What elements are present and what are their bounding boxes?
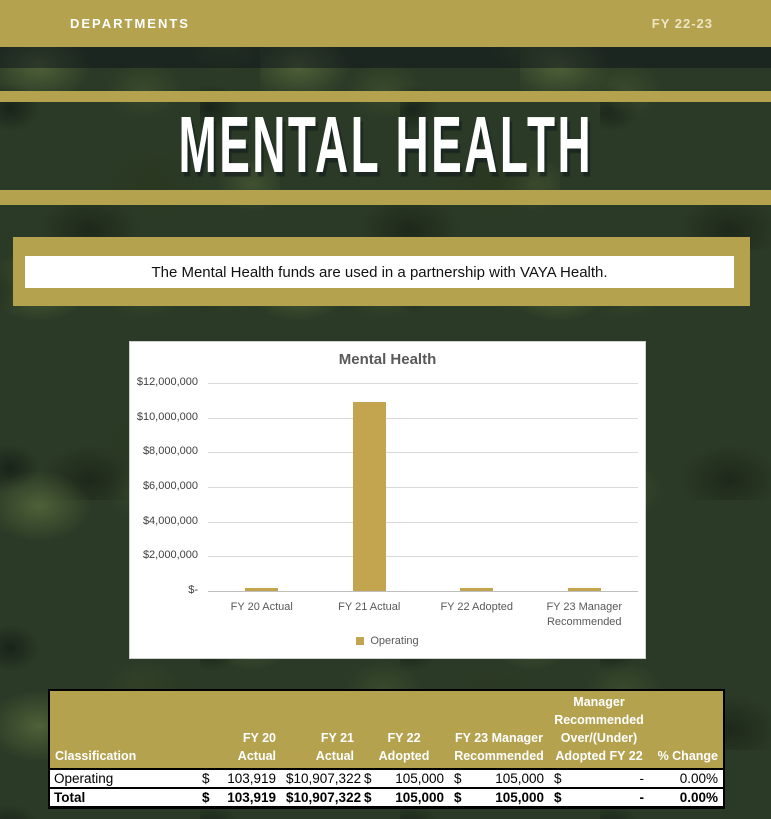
table-header-cell: FY 22 Adopted — [359, 690, 449, 769]
table-header-cell: Classification — [49, 690, 197, 769]
amount-cell — [281, 769, 362, 788]
currency-symbol: $ — [364, 771, 372, 786]
y-axis-label: $8,000,000 — [142, 445, 198, 458]
amount-value: 103,919 — [227, 771, 276, 786]
currency-symbol: $ — [454, 771, 462, 786]
table-row — [49, 769, 724, 788]
amount-cell — [549, 769, 649, 788]
classification-cell: Operating — [49, 769, 197, 788]
table-header-cell: FY 20 Actual — [197, 690, 281, 769]
chart-title: Mental Health — [338, 351, 437, 368]
currency-symbol: $ — [286, 789, 294, 805]
description-text: The Mental Health funds are used in a partnership with VAYA Health. — [25, 256, 734, 288]
amount-value: 105,000 — [395, 789, 444, 805]
amount-value: 105,000 — [395, 771, 444, 786]
amount-value: 105,000 — [495, 771, 544, 786]
percent-change-cell: 0.00% — [649, 769, 724, 788]
amount-value: - — [639, 771, 644, 786]
chart-bar — [245, 588, 278, 591]
gridline — [208, 383, 638, 384]
gridline — [208, 556, 638, 557]
gridline — [208, 522, 638, 523]
x-axis-label: FY 22 Adopted — [440, 601, 514, 613]
total-row — [49, 788, 724, 807]
x-axis-label: FY 23 Manager Recommended — [546, 601, 623, 628]
gridline — [208, 418, 638, 419]
amount-cell — [281, 788, 362, 807]
table-header-cell: FY 21 Actual — [281, 690, 359, 769]
classification-cell: Total — [49, 788, 197, 807]
gridline — [208, 591, 638, 592]
amount-cell — [197, 788, 281, 807]
gridline — [208, 487, 638, 488]
chart-legend — [130, 635, 645, 647]
chart-bar — [568, 588, 601, 591]
top-bar — [0, 0, 771, 47]
y-axis-label: $6,000,000 — [142, 480, 198, 492]
forest-shadow-band — [0, 47, 771, 68]
currency-symbol: $ — [202, 789, 210, 805]
table-header-cell: Manager Recommended Over/(Under) Adopted FY 22 — [549, 690, 649, 769]
amount-cell — [197, 769, 281, 788]
currency-symbol: $ — [364, 789, 372, 805]
y-axis-label: $2,000,000 — [142, 549, 198, 562]
page-title — [0, 100, 771, 188]
chart-bar — [460, 588, 493, 591]
y-axis-label: $10,000,000 — [136, 410, 198, 423]
currency-symbol: $ — [286, 771, 294, 786]
y-axis-label: $4,000,000 — [142, 514, 198, 527]
y-axis-label: $- — [188, 584, 198, 596]
currency-symbol: $ — [202, 771, 210, 786]
y-axis-label: $12,000,000 — [136, 376, 198, 388]
x-axis-label: FY 20 Actual — [230, 601, 293, 613]
amount-cell — [359, 769, 449, 788]
amount-cell — [449, 769, 549, 788]
currency-symbol: $ — [554, 789, 562, 805]
legend-swatch — [356, 637, 364, 645]
table-header-cell: FY 23 Manager Recommended — [449, 690, 549, 769]
description-banner — [13, 237, 750, 306]
legend-label: Operating — [370, 635, 419, 647]
currency-symbol: $ — [454, 789, 462, 805]
chart-bar — [353, 402, 386, 591]
page-title-text: MENTAL HEALTH — [178, 99, 593, 189]
amount-value: 10,907,322 — [293, 771, 362, 786]
percent-change-cell: 0.00% — [649, 788, 724, 807]
amount-value: - — [639, 789, 644, 805]
amount-cell — [449, 788, 549, 807]
fiscal-year-label: FY 22-23 — [651, 16, 713, 31]
amount-cell — [549, 788, 649, 807]
amount-value: 103,919 — [227, 789, 276, 805]
table-header-cell: % Change — [649, 690, 724, 769]
amount-cell — [359, 788, 449, 807]
gridline — [208, 452, 638, 453]
amount-value: 10,907,322 — [293, 789, 362, 805]
x-axis-label: FY 21 Actual — [338, 601, 401, 613]
table-header-row — [49, 690, 724, 769]
amount-value: 105,000 — [495, 789, 544, 805]
budget-table — [48, 689, 725, 809]
currency-symbol: $ — [554, 771, 562, 786]
gold-stripe-bottom — [0, 190, 771, 205]
departments-label: DEPARTMENTS — [70, 16, 190, 31]
chart-card — [129, 341, 646, 659]
